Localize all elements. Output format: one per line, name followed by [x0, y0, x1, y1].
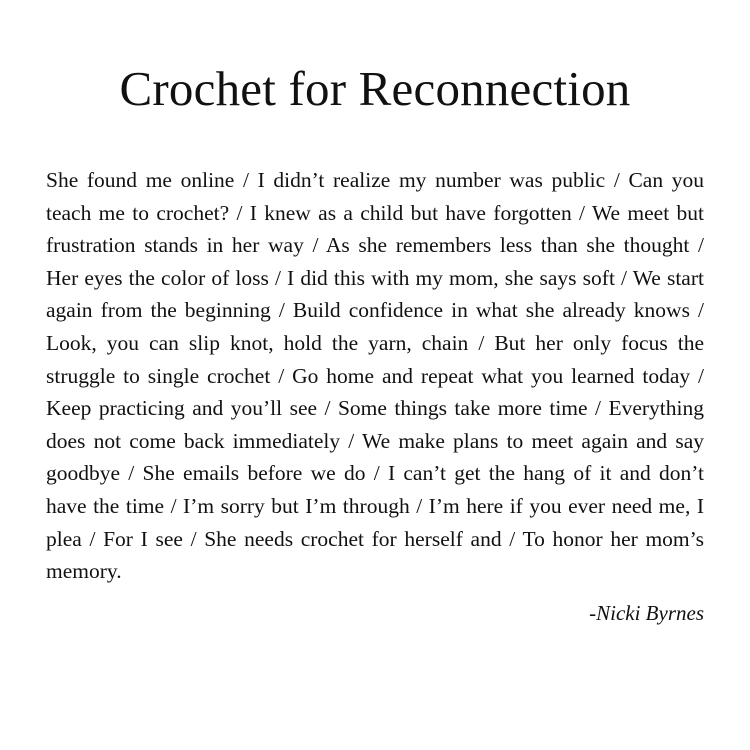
- author-signature: -Nicki Byrnes: [589, 601, 704, 625]
- poem-title: Crochet for Reconnection: [119, 61, 631, 116]
- poem-body: She found me online / I didn’t realize my number was public / Can you teach me to crochet? / I knew as a child but have forgotten / We meet but frustration stands in her way / As she remembers less than she thought / Her eyes the color of loss / I did this with my mom, she says soft / We start again from the beginning / Build confidence in what she already knows / Look, you can slip knot, hold the yarn, chain / But her only focus the struggle to single crochet / Go home and repeat what you learned today / Keep practicing and you’ll see / Some things take more time / Everything does not come back immediately / We make plans to meet again and say goodbye / She emails before we do / I can’t get the hang of it and don’t have the time / I’m sorry but I’m through / I’m here if you ever need me, I plea / For I see / She needs crochet for herself and / To honor her mom’s memory.: [46, 168, 704, 584]
